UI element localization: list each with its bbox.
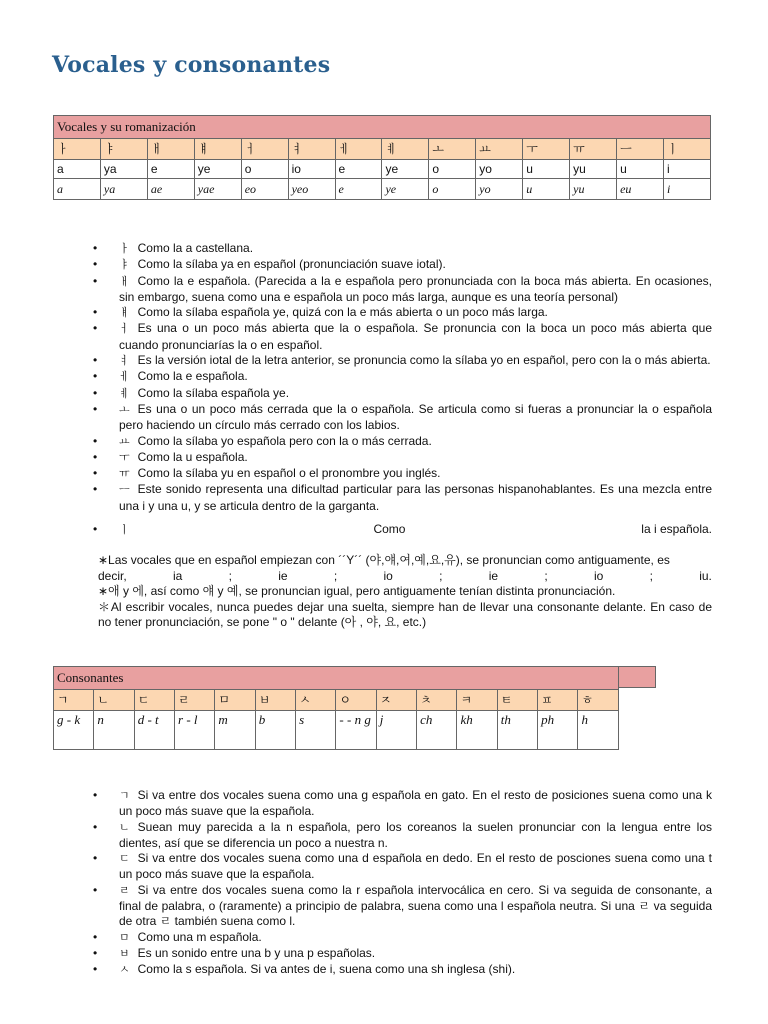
jamo-label: ㄷ xyxy=(119,853,130,866)
note-text: Como la sílaba yu en español o el pronombre you inglés. xyxy=(137,466,441,481)
list-item xyxy=(98,305,712,321)
vowel-jamo-cell: ㅣ xyxy=(663,139,710,160)
note-text: Como la sílaba ya en español (pronunciación suave iotal). xyxy=(137,257,446,272)
vowel-jamo-cell: ㅒ xyxy=(194,139,241,160)
consonant-romanization-cell: j xyxy=(376,711,416,750)
list-item xyxy=(98,820,712,852)
vowel-jamo-cell: ㅠ xyxy=(570,139,617,160)
vowel-italic-cell: a xyxy=(54,179,101,200)
consonant-jamo-cell: ㅇ xyxy=(336,690,376,711)
note-text: Es un sonido entre una b y una p españolas. xyxy=(137,945,376,960)
vowel-italic-cell: u xyxy=(523,179,570,200)
note-text: Como una m española. xyxy=(137,929,262,944)
vowel-romanization-cell: ye xyxy=(382,160,429,179)
vowel-romanization-cell: u xyxy=(523,160,570,179)
list-item xyxy=(98,434,712,450)
list-item xyxy=(98,257,712,273)
consonant-romanization-cell: kh xyxy=(457,711,497,750)
vowels-table xyxy=(53,115,711,200)
vowel-last-right: la i española. xyxy=(641,522,712,536)
consonant-jamo-cell: ㅊ xyxy=(417,690,457,711)
list-item xyxy=(98,851,712,883)
consonant-romanization-cell: h xyxy=(578,711,619,750)
consonant-romanization-cell: th xyxy=(497,711,537,750)
page-title: Vocales y consonantes xyxy=(52,52,331,78)
vowel-jamo-cell: ㅐ xyxy=(147,139,194,160)
list-item xyxy=(98,353,712,369)
jamo-label: ㅒ xyxy=(119,307,130,320)
vowel-romanization-cell: io xyxy=(288,160,335,179)
list-item xyxy=(98,241,712,257)
consonant-jamo-cell: ㅎ xyxy=(578,690,619,711)
consonant-jamo-cell: ㅂ xyxy=(255,690,295,711)
vowel-italic-cell: eo xyxy=(241,179,288,200)
remark-word: ; xyxy=(544,568,548,583)
consonants-romanization-row xyxy=(54,711,619,750)
jamo-label: ㄹ xyxy=(119,884,130,897)
vowel-romanization-cell: o xyxy=(429,160,476,179)
vowel-jamo-cell: ㅔ xyxy=(335,139,382,160)
note-text: Es una o un poco más cerrada que la o española. Se articula como si fueras a pronunciar la o española pero haciendo un círculo más cerrado con los labios. xyxy=(119,401,712,433)
remark-word: iu. xyxy=(699,568,712,583)
jamo-label: ㄴ xyxy=(119,821,130,834)
list-item xyxy=(98,946,712,962)
jamo-label: ㅛ xyxy=(119,435,130,448)
consonant-romanization-cell: ch xyxy=(417,711,457,750)
note-text: Es una o un poco más abierta que la o española. Se pronuncia con la boca un poco más abierta que cuando pronunciarías la o en español. xyxy=(119,321,712,352)
note-text: Suean muy parecida a la n española, pero los coreanos la suelen pronunciar con la lengua entre los dientes, así que se diferencia un poco a nuestra n. xyxy=(119,819,712,850)
consonants-table xyxy=(53,666,619,750)
note-text: Es la versión iotal de la letra anterior, se pronuncia como la sílaba yo en español, pero con la o más abierta. xyxy=(137,353,711,368)
note-text: Como la a castellana. xyxy=(137,241,254,255)
note-text: Este sonido representa una dificultad particular para las personas hispanohablantes. Es una mezcla entre una i y una u, y se articula dentro de la garganta. xyxy=(119,482,712,513)
vowel-romanization-cell: u xyxy=(617,160,664,179)
consonant-jamo-cell: ㅁ xyxy=(215,690,255,711)
vowels-romanization-row xyxy=(54,160,711,179)
vowel-romanization-cell: ya xyxy=(100,160,147,179)
remark-word: ; xyxy=(439,568,443,583)
note-text: Si va entre dos vocales suena como una d española en dedo. En el resto de posciones suena como una t un poco más suave que la española. xyxy=(119,851,712,882)
vowel-jamo-cell: ㅕ xyxy=(288,139,335,160)
vowel-romanization-cell: a xyxy=(54,160,101,179)
consonant-romanization-cell: - - n g xyxy=(336,711,376,750)
vowel-italic-cell: yae xyxy=(194,179,241,200)
consonant-romanization-cell: g - k xyxy=(54,711,94,750)
remark-word: ie xyxy=(488,568,499,583)
vowel-jamo-cell: ㅗ xyxy=(429,139,476,160)
jamo-label: ㅐ xyxy=(119,275,130,288)
vowel-notes-list xyxy=(98,241,712,514)
jamo-label: ㅂ xyxy=(119,947,130,960)
remark-line-3: ∗애 y 에, así como 얘 y 예, se pronuncian igual, pero antiguamente tenían distinta pronunciación. xyxy=(98,584,616,598)
consonant-romanization-cell: ph xyxy=(538,711,578,750)
list-item xyxy=(98,522,712,538)
vowels-italic-row xyxy=(54,179,711,200)
vowel-romanization-cell: i xyxy=(663,160,710,179)
jamo-label: ㅑ xyxy=(119,259,130,272)
note-text: Como la e española. xyxy=(137,369,248,384)
remark-line-2 xyxy=(98,569,712,585)
vowel-italic-cell: yo xyxy=(476,179,523,200)
caption-extension xyxy=(619,666,656,688)
consonant-romanization-cell: b xyxy=(255,711,295,750)
vowel-italic-cell: ye xyxy=(382,179,429,200)
vowel-jamo-cell: ㅛ xyxy=(476,139,523,160)
consonant-jamo-cell: ㅍ xyxy=(538,690,578,711)
jamo-label: ㅔ xyxy=(119,371,130,384)
vowel-last-left: Como xyxy=(373,522,406,536)
consonant-romanization-cell: s xyxy=(296,711,336,750)
remark-word: ia xyxy=(172,568,183,583)
vowel-italic-cell: yu xyxy=(570,179,617,200)
jamo-label: ㅗ xyxy=(119,403,130,416)
note-text: Si va entre dos vocales suena como la r española intervocálica en cero. Si va seguida de consonante, a final de palabra, o (raramente) a principio de palabra, suena como una l española neutra. Si una ㄹ va seguida de otra ㄹ también suena como l. xyxy=(119,882,712,929)
vowel-jamo-cell: ㅜ xyxy=(523,139,570,160)
vowel-italic-cell: ya xyxy=(100,179,147,200)
consonant-romanization-cell: m xyxy=(215,711,255,750)
vowel-romanization-cell: e xyxy=(147,160,194,179)
vowel-italic-cell: i xyxy=(663,179,710,200)
jamo-label: ㅠ xyxy=(119,468,130,481)
consonant-romanization-cell: d - t xyxy=(134,711,174,750)
vowels-table-caption: Vocales y su romanización xyxy=(54,116,711,139)
list-item xyxy=(98,274,712,306)
consonant-jamo-cell: ㄱ xyxy=(54,690,94,711)
list-item xyxy=(98,450,712,466)
list-item xyxy=(98,482,712,514)
note-text: Como la sílaba yo española pero con la o más cerrada. xyxy=(137,433,432,448)
list-item xyxy=(98,883,712,930)
jamo-label: ㅕ xyxy=(119,355,130,368)
jamo-label: ㅣ xyxy=(119,524,130,536)
list-item xyxy=(98,321,712,353)
jamo-label: ㅖ xyxy=(119,387,130,400)
list-item xyxy=(98,930,712,946)
note-text: Como la sílaba española ye, quizá con la e más abierta o un poco más larga. xyxy=(137,305,548,320)
consonant-jamo-cell: ㄷ xyxy=(134,690,174,711)
jamo-label: ㅓ xyxy=(119,323,130,336)
note-text: Como la sílaba española ye. xyxy=(137,385,290,400)
vowel-jamo-cell: ㅑ xyxy=(100,139,147,160)
list-item xyxy=(98,962,712,978)
vowel-italic-cell: ae xyxy=(147,179,194,200)
jamo-label: ㅡ xyxy=(119,484,130,497)
remark-word: decir, xyxy=(98,568,127,583)
remark-word: io xyxy=(593,568,604,583)
consonant-jamo-cell: ㅌ xyxy=(497,690,537,711)
remark-word: ; xyxy=(333,568,338,583)
note-text: Como la s española. Si va antes de i, suena como una sh inglesa (shi). xyxy=(137,962,516,977)
note-text: Como la u española. xyxy=(137,449,248,464)
list-item xyxy=(98,386,712,402)
remark-word: ie xyxy=(278,568,288,583)
list-item xyxy=(98,369,712,385)
vowel-romanization-cell: o xyxy=(241,160,288,179)
vowel-italic-cell: o xyxy=(429,179,476,200)
remark-line-4: ＊Al escribir vocales, nunca puedes dejar una suelta, siempre han de llevar una consonante delante. En caso de no tener pronunciación, se pone " o " delante (아 , 야, 요, etc.) xyxy=(98,599,712,629)
note-text: Si va entre dos vocales suena como una g española en gato. En el resto de posiciones suena como una k un poco más suave que la española. xyxy=(119,788,712,819)
jamo-label: ㅅ xyxy=(119,964,130,977)
remark-word: io xyxy=(383,568,393,583)
consonant-jamo-cell: ㅅ xyxy=(296,690,336,711)
jamo-label: ㄱ xyxy=(119,790,130,802)
vowel-jamo-cell: ㅡ xyxy=(617,139,664,160)
vowel-italic-cell: eu xyxy=(617,179,664,200)
remark-word: ; xyxy=(228,568,232,583)
consonant-romanization-cell: n xyxy=(94,711,134,750)
consonant-jamo-cell: ㅋ xyxy=(457,690,497,711)
vowel-romanization-cell: yo xyxy=(476,160,523,179)
consonant-jamo-cell: ㄴ xyxy=(94,690,134,711)
consonant-jamo-cell: ㄹ xyxy=(175,690,215,711)
vowel-jamo-cell: ㅖ xyxy=(382,139,429,160)
vowel-romanization-cell: e xyxy=(335,160,382,179)
consonant-romanization-cell: r - l xyxy=(175,711,215,750)
remark-line-1: ∗Las vocales que en español empiezan con ´´Y´´ (야,얘,여,예,요,유), se pronuncian como antiguamente, es xyxy=(98,553,670,567)
list-item xyxy=(98,466,712,482)
jamo-label: ㅏ xyxy=(119,243,130,255)
vowel-last-list xyxy=(98,522,712,538)
jamo-label: ㅁ xyxy=(119,931,130,944)
vowels-jamo-row xyxy=(54,139,711,160)
remark-word: ; xyxy=(649,568,653,583)
list-item xyxy=(98,788,712,820)
note-text: Como la e española. (Parecida a la e española pero pronunciada con la boca más abierta. En ocasiones, sin embargo, suena como una e española un poco más larga, aunque es una teoría personal) xyxy=(119,273,712,304)
consonants-table-caption: Consonantes xyxy=(54,667,619,690)
jamo-label: ㅜ xyxy=(119,451,130,464)
consonant-jamo-cell: ㅈ xyxy=(376,690,416,711)
consonant-notes-list xyxy=(98,788,712,979)
vowel-jamo-cell: ㅓ xyxy=(241,139,288,160)
list-item xyxy=(98,402,712,434)
vowel-remarks xyxy=(98,553,712,631)
vowel-romanization-cell: ye xyxy=(194,160,241,179)
vowel-italic-cell: e xyxy=(335,179,382,200)
consonants-jamo-row xyxy=(54,690,619,711)
vowel-romanization-cell: yu xyxy=(570,160,617,179)
vowel-italic-cell: yeo xyxy=(288,179,335,200)
vowel-jamo-cell: ㅏ xyxy=(54,139,101,160)
